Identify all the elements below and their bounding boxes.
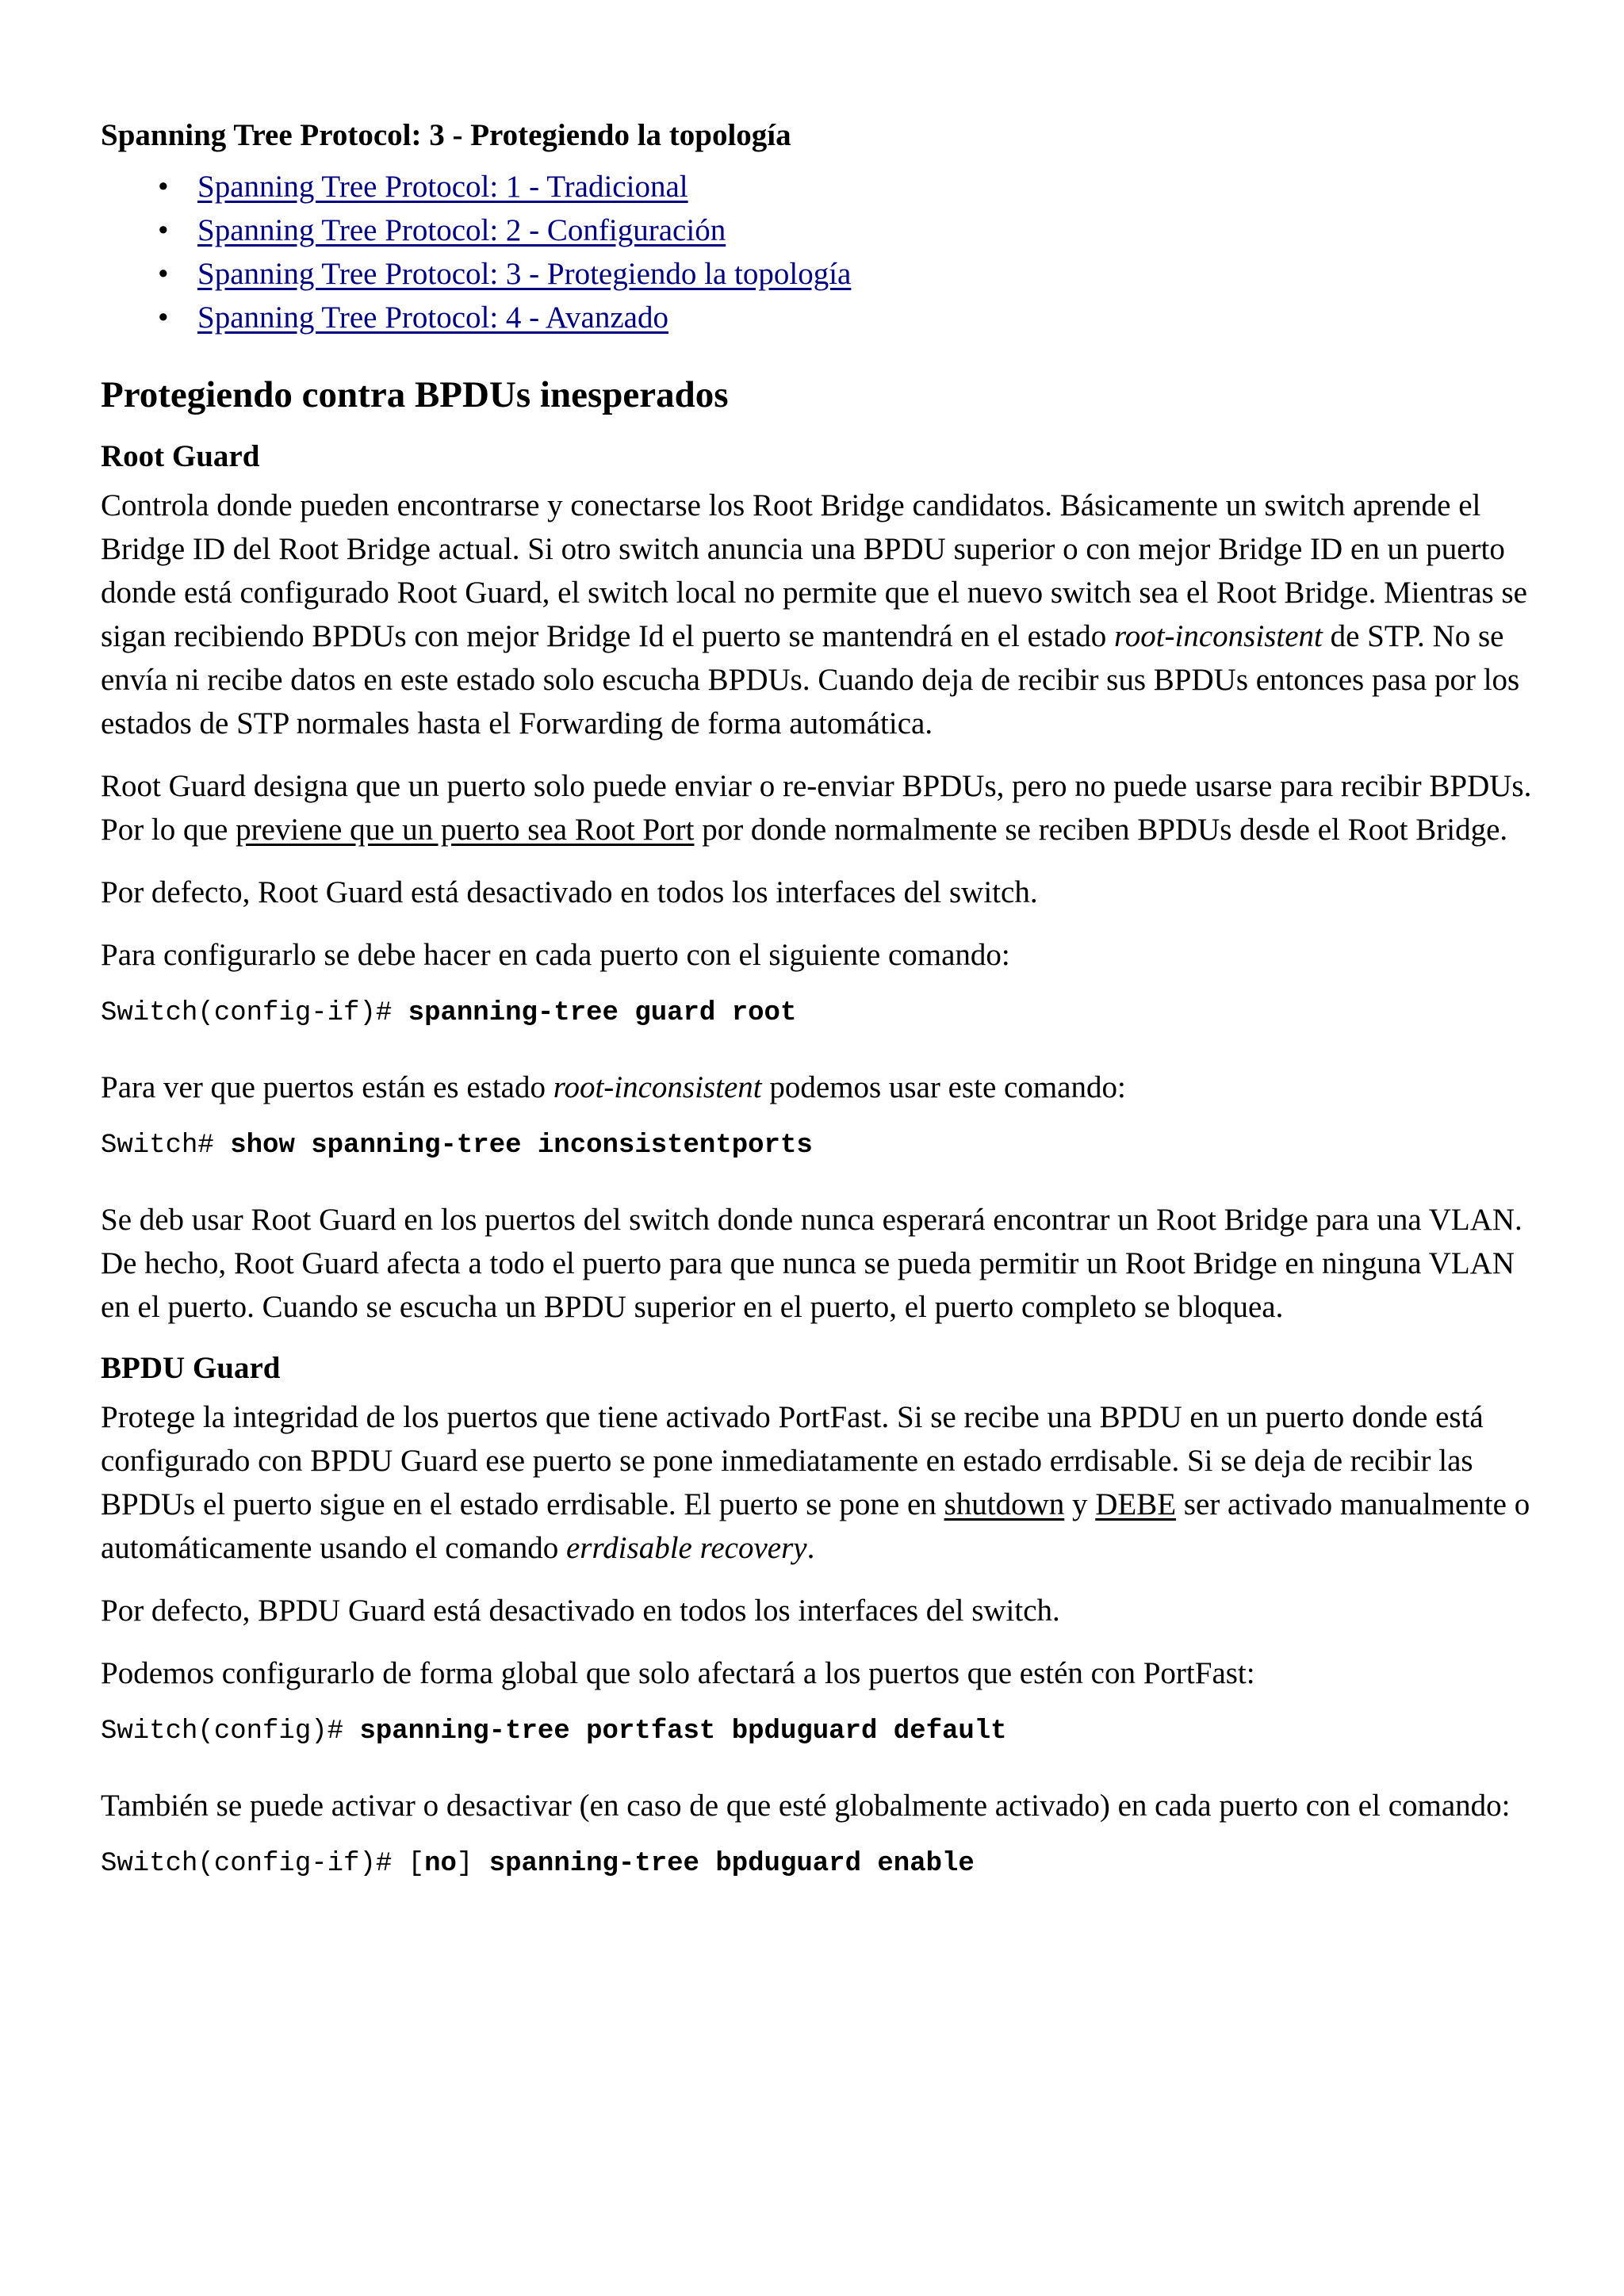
root-guard-paragraph-3: Por defecto, Root Guard está desactivado en todos los interfaces del switch. (101, 875, 1038, 909)
code-command: spanning-tree guard root (408, 998, 797, 1028)
series-navigation-list (101, 165, 1536, 339)
document-page (101, 116, 1536, 1916)
nav-link-part-2[interactable]: Spanning Tree Protocol: 2 - Configuración (197, 213, 726, 247)
nav-item-part-1 (158, 165, 1536, 209)
bullet-icon: • (158, 213, 169, 247)
code-command: show spanning-tree inconsistentports (230, 1131, 813, 1161)
root-guard-paragraph-1 (101, 484, 1536, 745)
emphasis-root-inconsistent: root-inconsistent (553, 1070, 762, 1104)
nav-link-part-1[interactable]: Spanning Tree Protocol: 1 - Tradicional (197, 170, 688, 204)
root-guard-heading: Root Guard (101, 439, 260, 473)
code-block-guard-root (101, 996, 1536, 1031)
code-block-bpduguard-enable (101, 1846, 1536, 1881)
text-run: por donde normalmente se reciben BPDUs desde el Root Bridge. (694, 813, 1508, 847)
text-run: Protege la integridad de los puertos que tiene activado PortFast. Si se recibe una BPDU en un puerto donde está configurado con BPDU Guard ese puerto se pone inmediatamente en estado errdisable. Si se deja de recibir las BPDUs el puerto sigue en el estado errdisable. El puerto se pone en (101, 1400, 1484, 1521)
bpdu-guard-paragraph-2: Por defecto, BPDU Guard está desactivado en todos los interfaces del switch. (101, 1594, 1060, 1628)
text-run: de STP. No se envía ni recibe datos en este estado solo escucha BPDUs. Cuando deja de recibir sus BPDUs entonces pasa por los estados de STP normales hasta el Forwarding de forma automática. (101, 619, 1520, 740)
section-heading: Protegiendo contra BPDUs inesperados (101, 374, 729, 415)
code-keyword-no: no (424, 1849, 457, 1879)
underlined-text: shutdown (944, 1487, 1065, 1521)
text-run: . (806, 1531, 815, 1565)
code-block-bpduguard-default (101, 1714, 1536, 1749)
bpdu-guard-paragraph-1 (101, 1395, 1536, 1570)
bullet-icon: • (158, 257, 169, 291)
document-title: Spanning Tree Protocol: 3 - Protegiendo la topología (101, 118, 791, 152)
root-guard-paragraph-4: Para configurarlo se debe hacer en cada puerto con el siguiente comando: (101, 938, 1010, 972)
text-run: y (1064, 1487, 1096, 1521)
bpdu-guard-paragraph-3: Podemos configurarlo de forma global que solo afectará a los puertos que estén con PortFast: (101, 1656, 1255, 1690)
code-prompt: Switch(config)# (101, 1716, 360, 1747)
emphasis-errdisable-recovery: errdisable recovery (565, 1531, 807, 1565)
root-guard-paragraph-5 (101, 1066, 1536, 1109)
bullet-icon: • (158, 170, 169, 204)
code-bracket: ] (456, 1849, 489, 1879)
text-run: Para ver que puertos están es estado (101, 1070, 553, 1104)
underlined-text: previene que un puerto sea Root Port (236, 813, 695, 847)
code-command: spanning-tree bpduguard enable (488, 1849, 975, 1879)
bpdu-guard-paragraph-4: También se puede activar o desactivar (en caso de que esté globalmente activado) en cada puerto con el comando: (101, 1789, 1511, 1823)
nav-item-part-3 (158, 252, 1536, 296)
nav-item-part-2 (158, 209, 1536, 252)
text-run: ser activado manualmente o automáticamente usando el comando (101, 1487, 1530, 1565)
bullet-icon: • (158, 300, 169, 335)
code-prompt: Switch# (101, 1131, 231, 1161)
emphasis-root-inconsistent: root-inconsistent (1113, 619, 1323, 653)
root-guard-paragraph-6: Se deb usar Root Guard en los puertos del switch donde nunca esperará encontrar un Root Bridge para una VLAN. De hecho, Root Guard afecta a todo el puerto para que nunca se pueda permitir un Root Bridge en ninguna VLAN en el puerto. Cuando se escucha un BPDU superior en el puerto, el puerto completo se bloquea. (101, 1203, 1522, 1324)
underlined-text: DEBE (1095, 1487, 1177, 1521)
code-command: spanning-tree portfast bpduguard default (359, 1716, 1007, 1747)
text-run: Root Guard designa que un puerto solo puede enviar o re-enviar BPDUs, pero no puede usarse para recibir BPDUs. Por lo que (101, 769, 1532, 847)
bpdu-guard-heading: BPDU Guard (101, 1351, 281, 1385)
root-guard-paragraph-2 (101, 764, 1536, 851)
code-prompt: Switch(config-if)# (101, 998, 408, 1028)
code-block-inconsistentports (101, 1128, 1536, 1163)
nav-link-part-3[interactable]: Spanning Tree Protocol: 3 - Protegiendo la topología (197, 257, 852, 291)
nav-item-part-4 (158, 296, 1536, 339)
nav-link-part-4[interactable]: Spanning Tree Protocol: 4 - Avanzado (197, 300, 668, 335)
text-run: podemos usar este comando: (761, 1070, 1126, 1104)
code-prompt: Switch(config-if)# [ (101, 1849, 425, 1879)
text-run: Controla donde pueden encontrarse y conectarse los Root Bridge candidatos. Básicamente un switch aprende el Bridge ID del Root Bridge actual. Si otro switch anuncia una BPDU superior o con mejor Bridge ID en un puerto donde está configurado Root Guard, el switch local no permite que el nuevo switch sea el Root Bridge. Mientras se sigan recibiendo BPDUs con mejor Bridge Id el puerto se mantendrá en el estado (101, 488, 1527, 653)
